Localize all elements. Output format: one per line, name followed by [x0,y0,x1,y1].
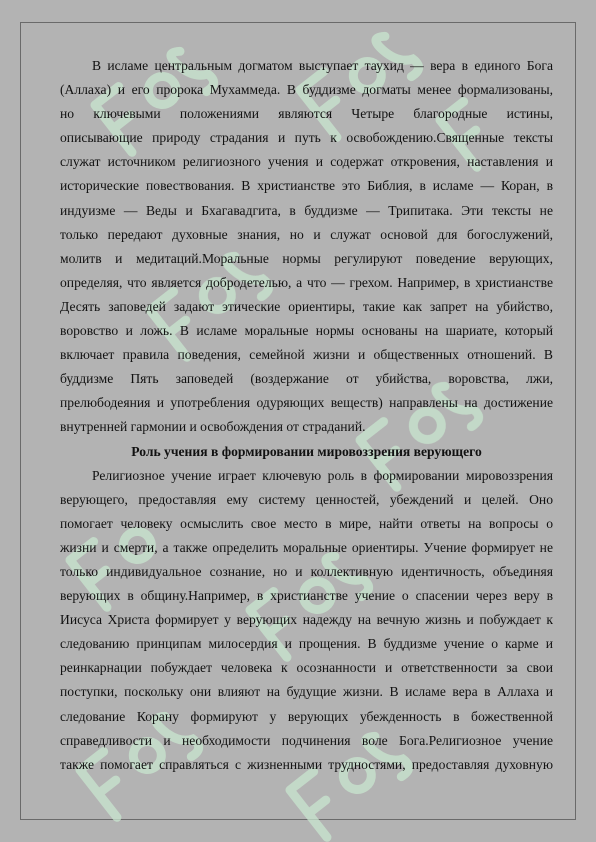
paragraph-1 [60,54,553,440]
text-line: следованию принципам милосердия и прощения. В буддизме учение о карме и [60,636,553,652]
text-line: Десять заповедей задают этические ориентиры, такие как запрет на убийство, [60,298,553,314]
text-line: молитв и медитаций.Моральные нормы регулируют поведение верующих, [60,250,553,266]
text-line: Иисуса Христа формирует у верующих надежду на вечную жизнь и побуждает к [60,612,553,628]
text-line: верующего, предоставляя ему систему ценностей, убеждений и целей. Оно [60,491,553,507]
text-line: поступки, поскольку они влияют на будущие жизни. В исламе вера в Аллаха и [60,684,553,700]
text-line: только передают духовные знания, но и служат основой для богослужений, [60,226,553,242]
paragraph-2 [60,464,553,777]
text-line: но ключевыми положениями являются Четыре благородные истины, [60,106,553,122]
text-line: верующих в общину.Например, в христианстве учение о спасении через веру в [60,588,553,604]
document-body [60,54,553,777]
section-heading: Роль учения в формировании мировоззрения верующего [131,443,482,459]
text-line: только индивидуальное сознание, но и коллективную идентичность, объединяя [60,563,553,579]
text-line: справедливости и необходимости подчинения воле Бога.Религиозное учение [60,732,553,748]
text-line: включает правила поведения, семейной жизни и общественных отношений. В [60,347,553,363]
text-line: воровство и ложь. В исламе моральные нормы основаны на шариате, который [60,323,553,339]
text-line: буддизме Пять заповедей (воздержание от убийства, воровства, лжи, [60,371,553,387]
text-line: описывающие природу страдания и путь к освобождению.Священные тексты [60,130,553,146]
text-line: также помогает справляться с жизненными трудностями, предоставляя духовную [60,756,553,772]
text-line: реинкарнации побуждает человека к осознанности и ответственности за свои [60,660,553,676]
text-line: исторические повествования. В христианстве это Библия, в исламе — Коран, в [60,178,553,194]
text-line: индуизме — Веды и Бхагавадгита, в буддизме — Трипитака. Эти тексты не [60,202,553,218]
text-line: прелюбодеяния и употребления одуряющих веществ) направлены на достижение [60,395,553,411]
text-line: В исламе центральным догматом выступает таухид — вера в единого Бога [92,58,553,73]
text-line: определяя, что является добродетелью, а что — грехом. Например, в христианстве [60,274,553,290]
text-line: внутренней гармонии и освобождения от страданий. [60,419,366,435]
text-line: жизни и смерти, а также определить моральные ориентиры. Учение формирует не [60,539,553,555]
text-line: Религиозное учение играет ключевую роль в формировании мировоззрения [92,467,553,483]
text-line: следование Корану формируют у верующих убежденность в божественной [60,708,553,724]
text-line: помогает человеку осмыслить свое место в мире, найти ответы на вопросы о [60,515,553,531]
text-line: служат источником религиозного учения и содержат откровения, наставления и [60,154,553,170]
text-line: (Аллаха) и его пророка Мухаммеда. В буддизме догматы менее формализованы, [60,82,553,98]
